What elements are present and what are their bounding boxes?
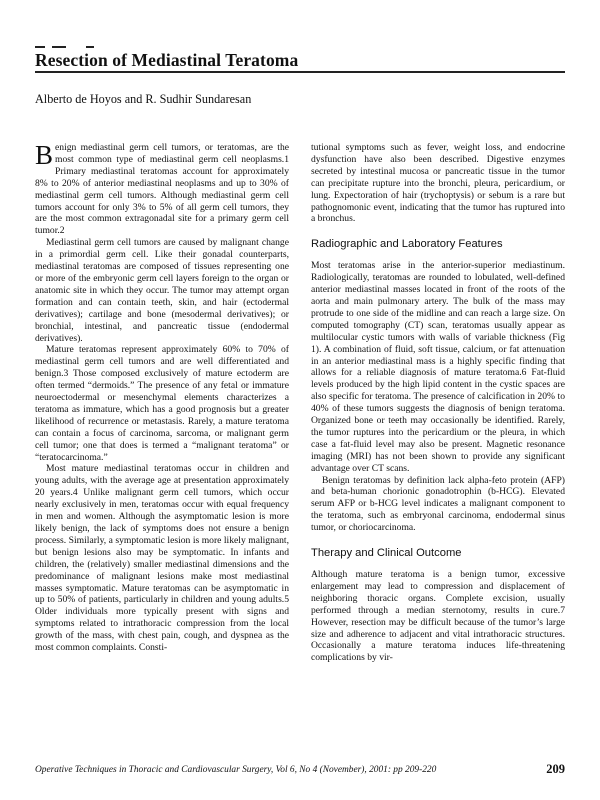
paragraph: Although mature teratoma is a benign tumor, excessive enlargement may lead to compression and displacement of neighboring thoracic organs. Complete excision, usually performed through a median sternotomy, results in cure.7 However, resection may be difficult because of the tumor’s large size and adherence to adjacent and vital intrathoracic structures. Occasionally a mature teratoma induces life-threatening complications by vir- (311, 569, 565, 664)
paragraph: Most mature mediastinal teratomas occur in children and young adults, with the average age at presentation approximately 20 years.4 Unlike malignant germ cell tumors, which occur nearly exclusively in men, teratomas occur with equal frequency in men and women. Although the asymptomatic lesion is more likely benign, the lack of symptoms does not ensure a benign process. Similarly, a symptomatic lesion is more likely malignant, but benign lesions also may be symptomatic. In infants and children, the (relatively) smaller mediastinal dimensions and the predominance of malignant lesions make most mediastinal masses symptomatic. Mature teratomas can be asymptomatic in up to 50% of patients, particularly in children and young adults.5 Older individuals more typically present with signs and symptoms related to intrathoracic compression from the local growth of the mass, with chest pain, cough, and dyspnea as the most common complaints. Consti- (35, 463, 289, 654)
section-heading: Radiographic and Laboratory Features (311, 238, 503, 251)
drop-cap: B (35, 140, 54, 170)
paragraph (35, 142, 289, 237)
paragraph: Benign teratomas by definition lack alpha-feto protein (AFP) and beta-human chorionic gonadotrophin (b-HCG). Elevated serum AFP or b-HCG level indicates a malignant component to the teratoma, such as embryonal carcinoma, endodermal sinus tumor, or choriocarcinoma. (311, 474, 565, 534)
section-heading: Therapy and Clinical Outcome (311, 547, 462, 560)
header-rule-segment (35, 46, 45, 48)
article-authors: Alberto de Hoyos and R. Sudhir Sundaresan (35, 92, 252, 106)
left-column (35, 142, 289, 654)
article-title: Resection of Mediastinal Teratoma (35, 50, 299, 70)
paragraph: Mediastinal germ cell tumors are caused by malignant change in a primordial germ cell. Like their gonadal counterparts, mediastinal teratomas are composed of tissues representing one or more of the embryonic germ cell layers foreign to the organ or anatomic site in which they occur. The tumor may attempt organ formation and can contain teeth, skin, and hair (ectodermal derivatives); cartilage and bone (mesodermal derivatives); or bronchial, intestinal, and pancreatic tissue (endodermal derivatives). (35, 237, 289, 344)
paragraph: Mature teratomas represent approximately 60% to 70% of mediastinal germ cell tumors and are well differentiated and benign.3 Those composed exclusively of mature ectoderm are often termed “dermoids.” The presence of any fetal or immature neuroectodermal or mesenchymal elements characterizes a teratoma as immature, which has a good prognosis but a greater likelihood of recurrence or metastasis. Rarely, a mature teratoma can contain a focus of carcinoma, sarcoma, or malignant germ cell tumor; one that does is termed a “malignant teratoma” or “teratocarcinoma.” (35, 344, 289, 463)
page-number: 209 (546, 762, 565, 776)
page-footer (35, 762, 565, 776)
paragraph-text: enign mediastinal germ cell tumors, or teratomas, are the most common type of mediastinal germ cell neoplasms.1 Primary mediastinal teratomas account for approximately 8% to 20% of anterior mediastinal neoplasms and up to 30% of mediastinal germ cell tumors. Although mediastinal germ cell tumors account for only 3% to 5% of all germ cell tumors, they are the most common extragonadal site for a primary germ cell tumor.2 (35, 142, 289, 237)
right-column (311, 142, 565, 664)
paragraph: Most teratomas arise in the anterior-superior mediastinum. Radiologically, teratomas are rounded to lobulated, well-defined anterior mediastinal masses located in front of the roots of the aorta and main pulmonary artery. The bulk of the mass may protrude to one side of the midline and can reach a large size. On computed tomography (CT) scan, teratomas usually appear as multilocular cystic tumors with walls of variable thickness (Fig 1). A combination of fluid, soft tissue, calcium, or fat attenuation in an anterior mediastinal mass is a highly specific finding that allows for a reliable diagnosis of mature teratoma.6 Fat-fluid levels produced by the high lipid content in the cystic spaces are also specific for teratoma. The presence of calcification in 20% to 40% of these tumors suggests the diagnosis of benign teratoma. Organized bone or teeth may occasionally be identified. Rarely, the tumor ruptures into the pericardium or the pleura, in which case a fat-fluid level may also be present. Magnetic resonance imaging (MRI) has not been shown to provide any significant advantage over CT scans. (311, 260, 565, 474)
title-underline (35, 71, 565, 73)
header-rule-segment (86, 46, 94, 48)
journal-citation: Operative Techniques in Thoracic and Cardiovascular Surgery, Vol 6, No 4 (November), 2001: pp 209-220 (35, 765, 437, 775)
paragraph: tutional symptoms such as fever, weight loss, and endocrine dysfunction have also been described. Digestive enzymes secreted by intestinal mucosa or pancreatic tissue in the tumor can precipitate rupture into the bronchi, pleura, pericardium, or lung. Expectoration of hair (trychoptysis) or sebum is a rare but pathognomonic event, indicating that the tumor has ruptured into a bronchus. (311, 142, 565, 225)
header-rule-segment (52, 46, 66, 48)
